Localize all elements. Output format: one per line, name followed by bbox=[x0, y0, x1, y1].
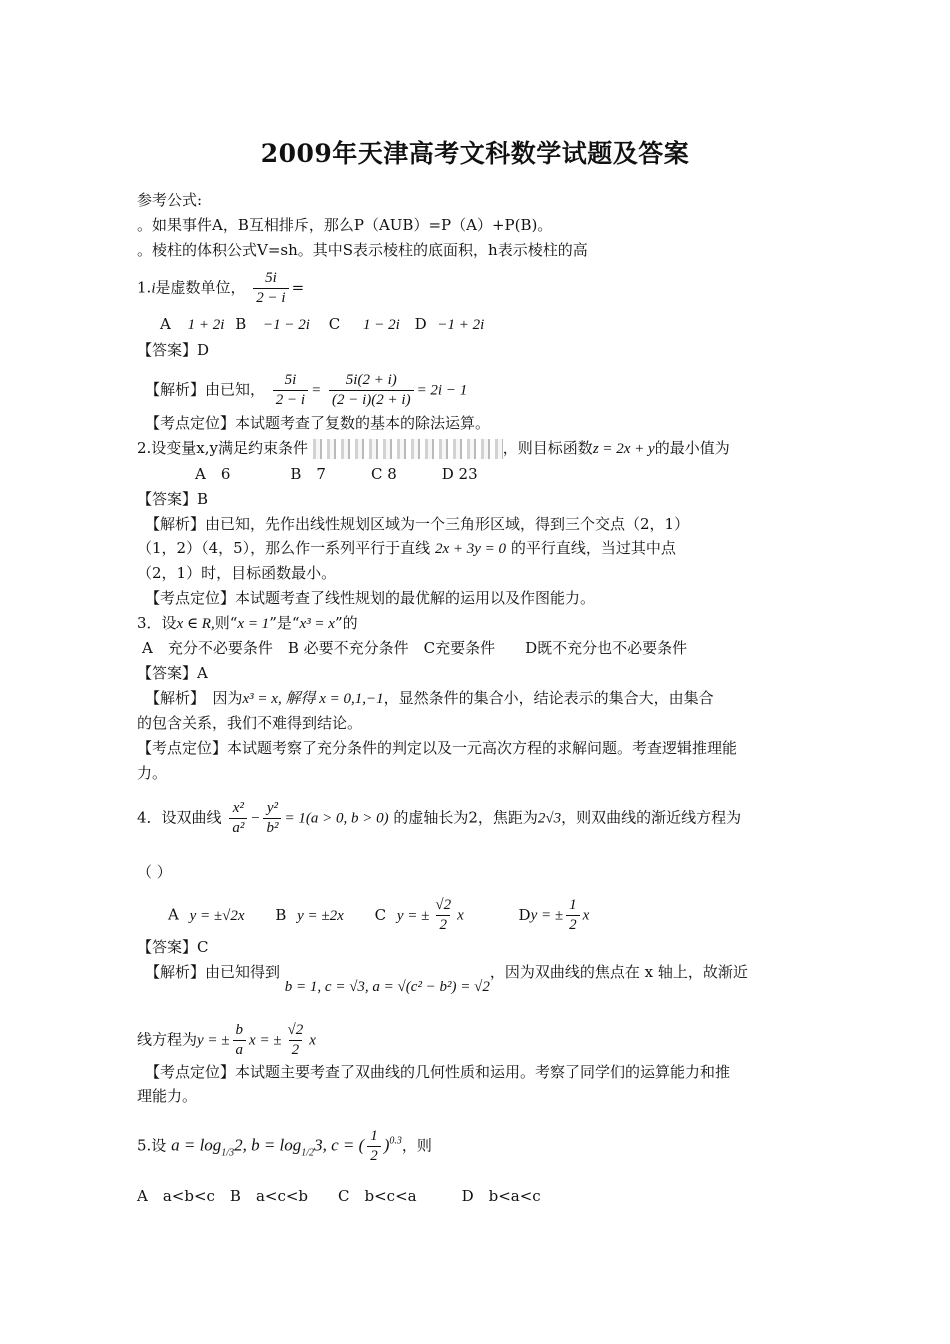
q4-stem-c: ，则双曲线的渐近线方程为 bbox=[561, 808, 742, 827]
q4-opt-d: D bbox=[518, 905, 531, 924]
q4-stem bbox=[137, 800, 741, 837]
q5-a-part: a = log bbox=[171, 1135, 222, 1155]
q2-analysis-l1: 【解析】由已知，先作出线性规划区域为一个三角形区域，得到三个交点（2，1） bbox=[145, 515, 690, 533]
q2-analysis-l2a: （1，2）（4，5），那么作一系列平行于直线 bbox=[137, 539, 431, 557]
q4-asym-post: x bbox=[309, 1032, 316, 1049]
q1-analysis-eq1: = bbox=[311, 382, 322, 399]
q3-stem-c: ”是“ bbox=[269, 614, 300, 632]
q4-asym-frac2 bbox=[285, 1022, 307, 1059]
q4-analysis-b: ，因为双曲线的焦点在 x 轴上，故渐近 bbox=[489, 963, 748, 981]
q1-options bbox=[160, 314, 484, 335]
q5-options: A a<b<c B a<c<b C b<c<a D b<a<c bbox=[137, 1187, 541, 1205]
q3-options: A 充分不必要条件 B 必要不充分条件 C充要条件 D既不充分也不必要条件 bbox=[142, 639, 688, 657]
q4-opt-d-pre: y = ± bbox=[530, 907, 564, 924]
q4-stem-a: 4．设双曲线 bbox=[137, 808, 222, 827]
q4-frac-y bbox=[263, 800, 281, 837]
q1-analysis-frac1 bbox=[273, 372, 308, 409]
q1-number: 1. bbox=[137, 278, 152, 297]
q4-analysis-eq: b = 1, c = √3, a = √(c² − b²) = √2 bbox=[284, 979, 490, 995]
q4-opt-c-frac bbox=[432, 897, 454, 934]
q2-stem-tail: ，则目标函数 bbox=[502, 439, 593, 457]
q1-analysis-frac1-den: 2 − i bbox=[273, 390, 308, 409]
q3-answer: 【答案】A bbox=[137, 664, 208, 682]
q3-stem-d: ”的 bbox=[334, 614, 358, 632]
q1-analysis-label: 【解析】由已知， bbox=[145, 380, 266, 399]
q2-stem-end: 的最小值为 bbox=[654, 439, 730, 457]
q4-analysis-a: 【解析】由已知得到 bbox=[145, 963, 281, 981]
q4-asym-frac1-num: b bbox=[235, 1022, 244, 1038]
q4-opt-b-val: y = ±2x bbox=[297, 907, 344, 924]
q3-kaodian-l1: 【考点定位】本试题考察了充分条件的判定以及一元高次方程的求解问题。考查逻辑推理能 bbox=[137, 739, 738, 757]
q1-opt-b: B bbox=[235, 315, 247, 333]
q4-opt-c-post: x bbox=[457, 907, 464, 924]
q5-c-close: ) bbox=[383, 1135, 390, 1155]
q3-stem bbox=[137, 613, 358, 634]
q1-answer: 【答案】D bbox=[137, 341, 210, 359]
q1-opt-b-val: −1 − 2i bbox=[263, 317, 310, 333]
ref-formula-prism: 。棱柱的体积公式V=sh。其中S表示棱柱的底面积，h表示棱柱的高 bbox=[137, 241, 588, 259]
q1-fraction bbox=[253, 270, 288, 307]
q1-analysis-frac1-num: 5i bbox=[284, 372, 297, 388]
q1-analysis-frac2-num: 5i(2 + i) bbox=[345, 372, 397, 388]
q4-asym-pre: y = ± bbox=[197, 1032, 230, 1049]
q4-answer: 【答案】C bbox=[137, 938, 209, 956]
q4-opt-c-den: 2 bbox=[436, 915, 450, 934]
q3-analysis-eq: x³ = x, 解得 x = 0,1,−1 bbox=[242, 691, 384, 707]
q1-opt-d-val: −1 + 2i bbox=[437, 317, 485, 333]
q5-a-base: 1/3 bbox=[221, 1147, 235, 1159]
ref-formula-probability: 。如果事件A，B互相排斥，那么P（AUB）=P（A）+P(B)。 bbox=[137, 216, 553, 234]
q2-line-eq: 2x + 3y = 0 bbox=[434, 541, 507, 557]
q1-analysis-frac2 bbox=[329, 372, 414, 409]
q1-frac-den: 2 − i bbox=[253, 288, 288, 307]
q4-kaodian-l1: 【考点定位】本试题主要考查了双曲线的几何性质和运用。考察了同学们的运算能力和推 bbox=[145, 1063, 731, 1081]
q3-cond: x ∈ R, bbox=[176, 616, 215, 632]
q4-opt-a-val: y = ±√2x bbox=[189, 907, 245, 924]
q4-frac-y-den: b² bbox=[263, 818, 281, 837]
q2-stem-text: 2.设变量x,y满足约束条件 bbox=[137, 439, 309, 457]
q1-kaodian: 【考点定位】本试题考查了复数的基本的除法运算。 bbox=[145, 414, 491, 432]
q4-opt-c-pre: y = ± bbox=[396, 907, 430, 924]
q4-paren: （ ） bbox=[137, 863, 172, 881]
q1-opt-a: A bbox=[160, 315, 171, 333]
q4-frac-x bbox=[229, 800, 247, 837]
q4-asym-frac1-den: a bbox=[233, 1040, 247, 1059]
q4-kaodian-l2: 理能力。 bbox=[137, 1087, 198, 1105]
q3-analysis-a: 【解析】 因为 bbox=[145, 689, 243, 707]
q5-b-arg: 3, c = ( bbox=[314, 1135, 365, 1155]
q1-stem-text: 是虚数单位， bbox=[155, 278, 246, 297]
q3-x3: x³ = x bbox=[299, 616, 335, 632]
q3-analysis bbox=[145, 688, 714, 709]
q5-c-exp: 0.3 bbox=[389, 1135, 402, 1147]
q1-analysis-eq2: = 2i − 1 bbox=[416, 382, 468, 399]
q4-opt-a: A bbox=[168, 905, 179, 924]
q2-analysis-l3: （2，1）时，目标函数最小。 bbox=[137, 564, 337, 582]
q4-focal: 2√3 bbox=[537, 810, 562, 827]
q4-asym-frac2-den: 2 bbox=[289, 1040, 303, 1059]
q1-equals: = bbox=[291, 278, 305, 297]
q4-analysis-l2 bbox=[137, 1022, 316, 1059]
q4-opt-d-post: x bbox=[582, 907, 590, 924]
q2-options: A 6 B 7 C 8 D 23 bbox=[195, 465, 478, 483]
q5-c-frac bbox=[367, 1128, 381, 1165]
q4-analysis-l2-text: 线方程为 bbox=[137, 1030, 198, 1049]
q3-stem-a: 3．设 bbox=[137, 614, 177, 632]
q5-a-arg: 2, b = log bbox=[234, 1135, 302, 1155]
q4-frac-x-den: a² bbox=[229, 818, 247, 837]
q4-opt-c-num: √2 bbox=[435, 897, 452, 913]
q4-opt-d-num: 1 bbox=[569, 897, 577, 913]
q3-analysis-l2: 的包含关系，我们不难得到结论。 bbox=[137, 714, 363, 732]
q4-asym-frac1 bbox=[233, 1022, 247, 1059]
ref-header: 参考公式: bbox=[137, 191, 203, 209]
q1-opt-c-val: 1 − 2i bbox=[362, 317, 400, 333]
q1-frac-num: 5i bbox=[265, 270, 277, 286]
page-title: 2009年天津高考文科数学试题及答案 bbox=[260, 139, 690, 168]
q2-stem bbox=[137, 438, 730, 459]
q4-opt-d-den: 2 bbox=[566, 915, 580, 934]
q4-eq-tail: = 1(a > 0, b > 0) bbox=[284, 810, 389, 827]
q1-opt-c: C bbox=[328, 315, 341, 333]
q1-opt-a-val: 1 + 2i bbox=[187, 317, 225, 333]
q1-stem bbox=[137, 270, 304, 307]
q4-opt-c: C bbox=[374, 905, 387, 924]
q2-kaodian: 【考点定位】本试题考查了线性规划的最优解的运用以及作图能力。 bbox=[145, 589, 596, 607]
q4-analysis bbox=[145, 962, 748, 995]
q5-c-den: 2 bbox=[367, 1146, 381, 1165]
q5-stem-a: 5.设 bbox=[137, 1136, 167, 1155]
q4-minus: − bbox=[250, 810, 261, 827]
q4-options bbox=[168, 897, 589, 934]
q2-analysis-l2 bbox=[137, 538, 676, 559]
q1-i: i bbox=[151, 280, 156, 297]
q4-stem-b: 的虚轴长为2，焦距为 bbox=[393, 808, 538, 827]
q1-opt-d: D bbox=[414, 315, 427, 333]
q5-stem-b: ，则 bbox=[401, 1136, 432, 1155]
q2-answer: 【答案】B bbox=[137, 490, 209, 508]
q4-asym-mid: x = ± bbox=[249, 1032, 282, 1049]
q1-analysis-frac2-den: (2 − i)(2 + i) bbox=[329, 390, 414, 409]
q2-constraints-image bbox=[313, 439, 503, 459]
q4-opt-b: B bbox=[275, 905, 287, 924]
q5-c-num: 1 bbox=[370, 1128, 378, 1144]
q3-kaodian-l2: 力。 bbox=[137, 764, 168, 782]
q3-analysis-b: ，显然条件的集合小，结论表示的集合大，由集合 bbox=[383, 689, 714, 707]
q3-stem-b: 则“ bbox=[214, 614, 238, 632]
q5-b-base: 1/2 bbox=[301, 1147, 315, 1159]
q1-analysis bbox=[145, 372, 467, 409]
q4-opt-d-frac bbox=[566, 897, 580, 934]
q2-objective: z = 2x + y bbox=[592, 441, 655, 457]
q4-asym-frac2-num: √2 bbox=[287, 1022, 304, 1038]
q4-frac-x-num: x² bbox=[232, 800, 244, 816]
q3-x1: x = 1 bbox=[237, 616, 270, 632]
q4-frac-y-num: y² bbox=[266, 800, 279, 816]
q2-analysis-l2b: 的平行直线，当过其中点 bbox=[510, 539, 676, 557]
q5-stem bbox=[137, 1128, 432, 1165]
